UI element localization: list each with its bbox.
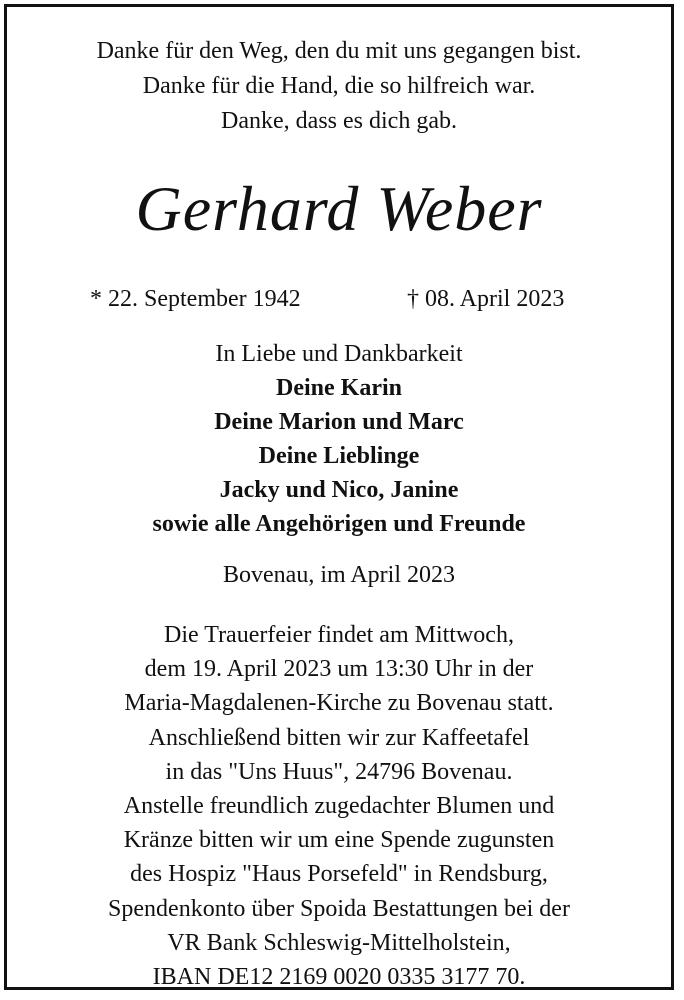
service-line: dem 19. April 2023 um 13:30 Uhr in der	[144, 656, 534, 683]
birth-date: * 22. September 1942	[90, 286, 301, 312]
mourner-line: Deine Lieblinge	[258, 443, 420, 469]
mourner-line: Jacky und Nico, Janine	[219, 477, 459, 503]
mourner-line: Deine Karin	[276, 375, 402, 401]
service-line: Die Trauerfeier findet am Mittwoch,	[164, 622, 514, 648]
mourners-intro: In Liebe und Dankbarkeit	[215, 341, 463, 367]
service-line: Kränze bitten wir um eine Spende zugunsten	[123, 827, 555, 854]
motto-line: Danke für den Weg, den du mit uns gegangen bist.	[96, 38, 582, 64]
mourner-line: sowie alle Angehörigen und Freunde	[152, 511, 526, 537]
mourner-line: Deine Marion und Marc	[214, 409, 464, 435]
service-line: Anstelle freundlich zugedachter Blumen und	[123, 793, 555, 820]
service-line: in das "Uns Huus", 24796 Bovenau.	[165, 758, 513, 785]
service-line: Spendenkonto über Spoida Bestattungen bei der	[108, 895, 570, 922]
death-date: † 08. April 2023	[407, 286, 565, 312]
mourners-section	[4, 337, 674, 541]
service-line: VR Bank Schleswig-Mittelholstein,	[167, 929, 511, 956]
service-line: des Hospiz "Haus Porsefeld" in Rendsburg,	[130, 861, 548, 888]
motto-verse	[4, 34, 674, 139]
service-line: IBAN DE12 2169 0020 0335 3177 70.	[152, 964, 526, 991]
deceased-name: Gerhard Weber	[135, 173, 543, 244]
motto-line: Danke, dass es dich gab.	[221, 108, 457, 134]
obituary-notice	[4, 4, 674, 990]
motto-line: Danke für die Hand, die so hilfreich war.	[142, 73, 536, 99]
service-line: Maria-Magdalenen-Kirche zu Bovenau statt.	[124, 690, 554, 717]
funeral-service-info	[4, 618, 674, 994]
service-line: Anschließend bitten wir zur Kaffeetafel	[148, 724, 530, 751]
place-date: Bovenau, im April 2023	[223, 562, 455, 588]
